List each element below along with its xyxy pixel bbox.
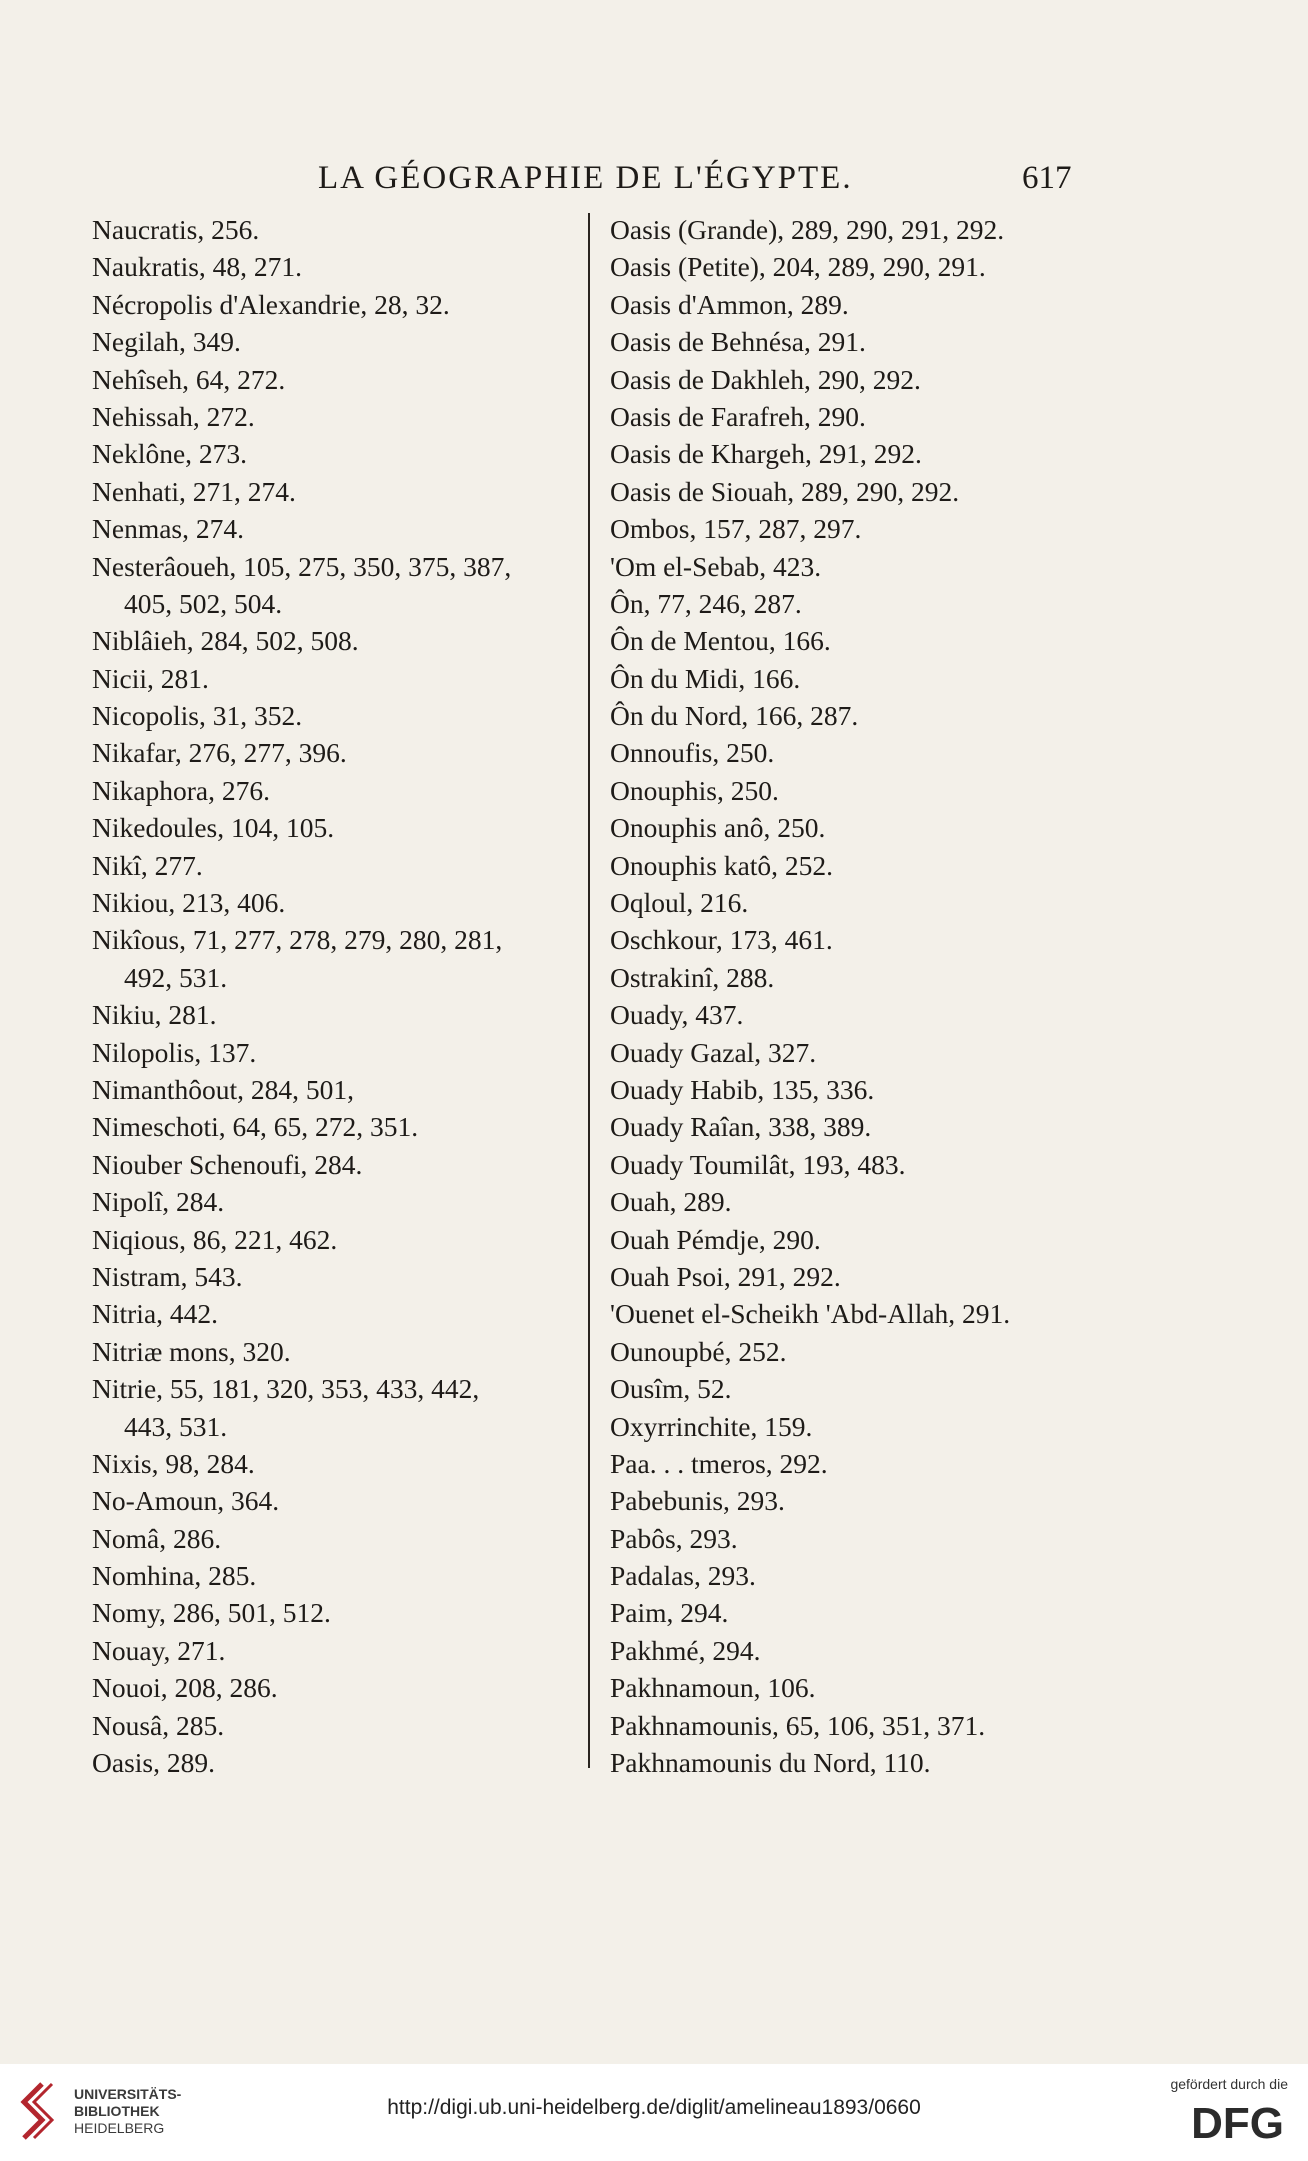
dfg-logo-text: DFG (1191, 2100, 1284, 2142)
index-entry: Pakhnamoun, 106. (610, 1672, 816, 1704)
index-entry: Onnoufis, 250. (610, 737, 775, 769)
index-entry: Ôn du Midi, 166. (610, 662, 801, 694)
index-entry: Ôn de Mentou, 166. (610, 625, 831, 657)
index-entry: Negilah, 349. (92, 326, 241, 358)
index-entry: Nehissah, 272. (92, 400, 255, 432)
index-entry-continuation: 405, 502, 504. (124, 587, 283, 619)
index-entry: Paa. . . tmeros, 292. (610, 1447, 828, 1479)
index-entry: Niblâieh, 284, 502, 508. (92, 625, 359, 657)
index-entry: Oasis de Behnésa, 291. (610, 326, 866, 358)
index-entry: Nenhati, 271, 274. (92, 475, 296, 507)
index-entry: Pakhnamounis, 65, 106, 351, 371. (610, 1709, 986, 1741)
index-entry-continuation: 443, 531. (124, 1410, 228, 1442)
page-number: 617 (1022, 160, 1072, 196)
index-entry: Nikaphora, 276. (92, 774, 270, 806)
index-entry: Nomy, 286, 501, 512. (92, 1597, 331, 1629)
index-entry: Ombos, 157, 287, 297. (610, 513, 862, 545)
index-entry: Oasis (Grande), 289, 290, 291, 292. (610, 214, 1005, 245)
index-entry: Nouoi, 208, 286. (92, 1672, 278, 1704)
index-entry: Nikî, 277. (92, 849, 203, 881)
index-entry: Ouady Raîan, 338, 389. (610, 1111, 872, 1143)
index-entry: Oxyrrinchite, 159. (610, 1410, 813, 1442)
index-entry: Nicii, 281. (92, 662, 209, 694)
permalink-url[interactable]: http://digi.ub.uni-heidelberg.de/diglit/amelineau1893/0660 (387, 2096, 921, 2119)
index-entry: Ostrakinî, 288. (610, 961, 775, 993)
index-entry: 'Ouenet el-Scheikh 'Abd-Allah, 291. (610, 1298, 1011, 1330)
index-entry: Nomhina, 285. (92, 1560, 257, 1592)
index-entry: Oasis d'Ammon, 289. (610, 288, 849, 320)
column-divider (588, 213, 590, 1768)
index-entry: Ouah Pémdje, 290. (610, 1223, 821, 1255)
index-entry: Nitriæ mons, 320. (92, 1335, 291, 1367)
index-entry: Nimeschoti, 64, 65, 272, 351. (92, 1111, 419, 1143)
index-entry: Ousîm, 52. (610, 1373, 732, 1405)
index-entry: Nixis, 98, 284. (92, 1447, 255, 1479)
institution-line-3: HEIDELBERG (74, 2120, 165, 2136)
index-entry: Oasis, 289. (92, 1747, 215, 1779)
viewer-footer (0, 2064, 1308, 2161)
index-entry: Nousâ, 285. (92, 1709, 225, 1741)
index-entry: Nikafar, 276, 277, 396. (92, 737, 347, 769)
index-entry: Ouah Psoi, 291, 292. (610, 1260, 841, 1292)
index-entry: Oasis (Petite), 204, 289, 290, 291. (610, 251, 986, 283)
index-entry: Nesterâoueh, 105, 275, 350, 375, 387, (92, 550, 512, 582)
index-entry: Nistram, 543. (92, 1260, 243, 1292)
index-entry: Onouphis, 250. (610, 774, 779, 806)
index-entry: Pakhnamounis du Nord, 110. (610, 1747, 931, 1779)
index-entry: Nitria, 442. (92, 1298, 219, 1330)
index-entry: Naukratis, 48, 271. (92, 251, 303, 283)
index-entry: Nikedoules, 104, 105. (92, 812, 335, 844)
index-entry: Oschkour, 173, 461. (610, 924, 833, 956)
index-entry: Oasis de Dakhleh, 290, 292. (610, 363, 921, 395)
index-entry: Niouber Schenoufi, 284. (92, 1148, 363, 1180)
index-entry: Nimanthôout, 284, 501, (92, 1073, 355, 1105)
index-entry: Onouphis katô, 252. (610, 849, 834, 881)
dfg-logo (1156, 2100, 1286, 2142)
index-entry: Ouady, 437. (610, 999, 744, 1031)
index-entry: Pabôs, 293. (610, 1522, 738, 1554)
index-entry: Nipolî, 284. (92, 1186, 225, 1218)
index-entry: Nouay, 271. (92, 1634, 226, 1666)
index-entry: 'Om el-Sebab, 423. (610, 550, 822, 582)
index-entry: Ôn du Nord, 166, 287. (610, 700, 859, 732)
index-entry: Ouady Toumilât, 193, 483. (610, 1148, 906, 1180)
index-column-right (610, 211, 1090, 1781)
index-entry: Paim, 294. (610, 1597, 729, 1629)
institution-line-1: UNIVERSITÄTS- (74, 2086, 182, 2102)
index-entry: No-Amoun, 364. (92, 1485, 280, 1517)
index-entry: Pabebunis, 293. (610, 1485, 785, 1517)
index-entry: Ouady Gazal, 327. (610, 1036, 817, 1068)
index-entry: Nehîseh, 64, 272. (92, 363, 286, 395)
index-entry: Nomâ, 286. (92, 1522, 222, 1554)
index-entry: Oasis de Siouah, 289, 290, 292. (610, 475, 960, 507)
index-entry: Ôn, 77, 246, 287. (610, 587, 802, 619)
index-entry: Nilopolis, 137. (92, 1036, 257, 1068)
index-entry: Nikiou, 213, 406. (92, 887, 286, 919)
index-entry: Nenmas, 274. (92, 513, 244, 545)
index-entry: Nitrie, 55, 181, 320, 353, 433, 442, (92, 1373, 480, 1405)
index-entry: Oasis de Khargeh, 291, 292. (610, 438, 922, 470)
funded-by-label: gefördert durch die (1170, 2076, 1288, 2092)
index-entry: Nikiu, 281. (92, 999, 217, 1031)
index-entry: Nicopolis, 31, 352. (92, 700, 303, 732)
index-entry: Padalas, 293. (610, 1560, 756, 1592)
index-entry-continuation: 492, 531. (124, 961, 228, 993)
index-entry: Nikîous, 71, 277, 278, 279, 280, 281, (92, 924, 503, 956)
index-entry: Naucratis, 256. (92, 214, 260, 245)
institution-line-2: BIBLIOTHEK (74, 2103, 160, 2119)
index-entry: Oasis de Farafreh, 290. (610, 400, 866, 432)
index-column-left (92, 211, 572, 1781)
index-entry: Niqious, 86, 221, 462. (92, 1223, 338, 1255)
index-entry: Oqloul, 216. (610, 887, 749, 919)
index-entry: Neklône, 273. (92, 438, 248, 470)
index-entry: Ounoupbé, 252. (610, 1335, 787, 1367)
index-entry: Onouphis anô, 250. (610, 812, 826, 844)
index-entry: Ouah, 289. (610, 1186, 732, 1218)
running-title: LA GÉOGRAPHIE DE L'ÉGYPTE. (318, 160, 853, 196)
index-entry: Pakhmé, 294. (610, 1634, 761, 1666)
index-entry: Nécropolis d'Alexandrie, 28, 32. (92, 288, 450, 320)
index-entry: Ouady Habib, 135, 336. (610, 1073, 875, 1105)
